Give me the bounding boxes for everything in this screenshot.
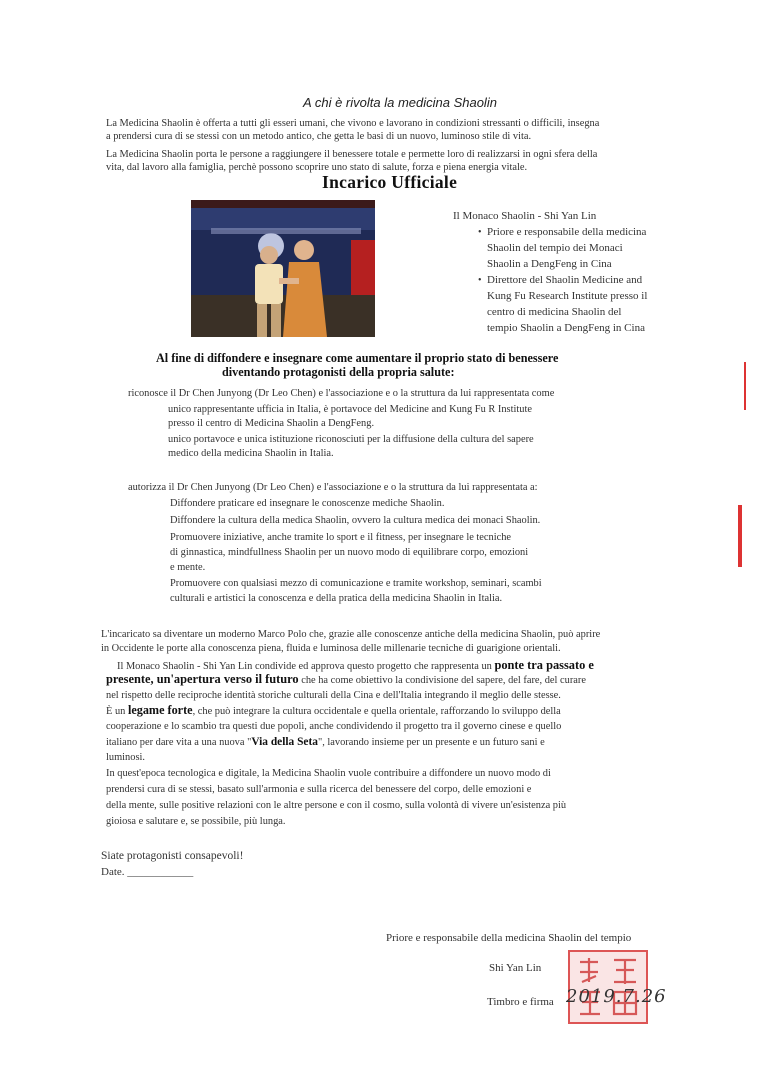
authorizes-item: Diffondere la cultura della medica Shaolin, ovvero la cultura medica dei monaci Shaolin. — [170, 515, 541, 526]
authorizes-item: Promuovere iniziative, anche tramite lo sport e il fitness, per insegnare le tecniche — [170, 532, 512, 543]
recognizes-item: unico rappresentante ufficia in Italia, è portavoce del Medicine and Kung Fu R Institute — [168, 404, 532, 415]
photo-monk-and-doctor — [191, 200, 375, 337]
monk-bullet-text: Shaolin del tempio dei Monaci — [487, 242, 623, 254]
intro-line: a prendersi cura di se stessi con un metodo antico, che getta le basi di un nuovo, luminoso stile di vita. — [106, 131, 532, 142]
goal-line-1: Al fine di diffondere e insegnare come aumentare il proprio stato di benessere — [156, 351, 559, 365]
monk-name: Il Monaco Shaolin - Shi Yan Lin — [453, 210, 597, 222]
red-margin-mark — [738, 505, 742, 567]
bullet-icon: • — [478, 227, 482, 238]
intro-line: La Medicina Shaolin porta le persone a raggiungere il benessere totale e permette loro di realizzarsi in ogni sfera della — [106, 149, 598, 160]
closing-text: italiano per dare vita a una nuova " — [106, 737, 252, 748]
intro-title: A chi è rivolta la medicina Shaolin — [303, 95, 497, 110]
handwritten-date: 2019.7.26 — [566, 986, 667, 1007]
authorizes-item: e mente. — [170, 562, 206, 573]
closing-p3-line4: luminosi. — [106, 752, 145, 763]
photo-illustration — [191, 200, 375, 337]
authorizes-item: di ginnastica, mindfullness Shaolin per un nuovo modo di equilibrare corpo, emozioni — [170, 547, 529, 558]
closing-p3-line3 — [106, 736, 545, 749]
goal-line-2: diventando protagonisti della propria salute: — [222, 365, 455, 379]
bold-phrase: legame forte — [127, 703, 193, 717]
monk-bullet-text: Direttore del Shaolin Medicine and — [487, 274, 643, 286]
recognizes-item: unico portavoce e unica istituzione riconosciuti per la diffusione della cultura del sapere — [168, 434, 534, 445]
date-line: ____________ — [127, 866, 194, 878]
closing-p2-line2 — [106, 673, 586, 687]
closing-p3-line2: cooperazione e lo scambio tra questi due popoli, anche condividendo il progetto tra il governo cinese e quello — [106, 721, 562, 732]
signatory-name: Shi Yan Lin — [489, 962, 542, 974]
intro-line: vita, dal lavoro alla famiglia, perchè possono scoprire uno stato di salute, forza e piena energia vitale. — [106, 162, 528, 173]
closing-text: , che può integrare la cultura occidentale e quella orientale, rafforzando lo sviluppo della — [192, 706, 561, 717]
bold-phrase: ponte tra passato e — [494, 658, 594, 672]
closing-p1: L'incaricato sa diventare un moderno Marco Polo che, grazie alle conoscenze antiche della medicina Shaolin, può aprire — [101, 629, 601, 640]
closing-text: È un — [106, 706, 128, 717]
bullet-icon: • — [478, 275, 482, 286]
closing-p2-line1 — [117, 659, 594, 673]
monk-bullet-text: Shaolin a DengFeng in Cina — [487, 258, 612, 270]
closing-p3-line1 — [106, 704, 561, 718]
closing-p4: gioiosa e salutare e, se possibile, più lunga. — [106, 816, 286, 827]
date-field — [101, 866, 193, 879]
closing-p4: della mente, sulle positive relazioni con le altre persone e con il cosmo, sulla volontà di vivere un'esistenza più — [106, 800, 567, 811]
intro-line: La Medicina Shaolin è offerta a tutti gli esseri umani, che vivono e lavorano in condizioni stressanti o difficili, insegna — [106, 118, 600, 129]
closing-p4: In quest'epoca tecnologica e digitale, la Medicina Shaolin vuole contribuire a diffondere un nuovo modo di — [106, 768, 551, 779]
monk-bullet-text: Priore e responsabile della medicina — [487, 226, 647, 238]
slogan: Siate protagonisti consapevoli! — [101, 850, 244, 862]
stamp-label: Timbro e firma — [487, 996, 554, 1008]
monk-bullet-text: Kung Fu Research Institute presso il — [487, 290, 648, 302]
authorizes-item: Diffondere praticare ed insegnare le conoscenze mediche Shaolin. — [170, 498, 445, 509]
date-label: Date. — [101, 866, 125, 878]
closing-p1: in Occidente le porte alla conoscenza piena, fluida e luminosa delle millenarie tecniche di guarigione orientali. — [101, 643, 561, 654]
monk-bullet-text: centro di medicina Shaolin del — [487, 306, 622, 318]
monk-bullet-text: tempio Shaolin a DengFeng in Cina — [487, 322, 645, 334]
recognizes-item: presso il centro di Medicina Shaolin a DengFeng. — [168, 418, 375, 429]
recognizes-intro: riconosce il Dr Chen Junyong (Dr Leo Chen) e l'associazione e o la struttura da lui rappresentata come — [128, 388, 555, 399]
recognizes-item: medico della medicina Shaolin in Italia. — [168, 448, 334, 459]
section-title: Incarico Ufficiale — [322, 172, 458, 192]
bold-phrase: presente, un'apertura verso il futuro — [106, 672, 299, 686]
closing-text: ", lavorando insieme per un presente e un futuro sani e — [317, 737, 545, 748]
bold-phrase: Via della Seta — [251, 736, 318, 748]
authorizes-item: Promuovere con qualsiasi mezzo di comunicazione e tramite workshop, seminari, scambi — [170, 578, 542, 589]
signatory-role: Priore e responsabile della medicina Shaolin del tempio — [386, 932, 632, 944]
closing-text: che ha come obiettivo la condivisione del sapere, del fare, del curare — [298, 675, 586, 686]
closing-text: Il Monaco Shaolin - Shi Yan Lin condivide ed approva questo progetto che rappresenta un — [117, 661, 495, 672]
closing-p4: prendersi cura di se stessi, basato sull'armonia e sulla ricerca del benessere del corpo, delle emozioni e — [106, 784, 532, 795]
authorizes-item: culturali e artistici la conoscenza e della pratica della medicina Shaolin in Italia. — [170, 593, 503, 604]
authorizes-intro: autorizza il Dr Chen Junyong (Dr Leo Chen) e l'associazione e o la struttura da lui rappresentata a: — [128, 482, 538, 493]
closing-p2-line3: nel rispetto delle reciproche identità storiche culturali della Cina e dell'Italia integrando il meglio delle stesse. — [106, 690, 561, 701]
red-margin-mark — [744, 362, 746, 410]
